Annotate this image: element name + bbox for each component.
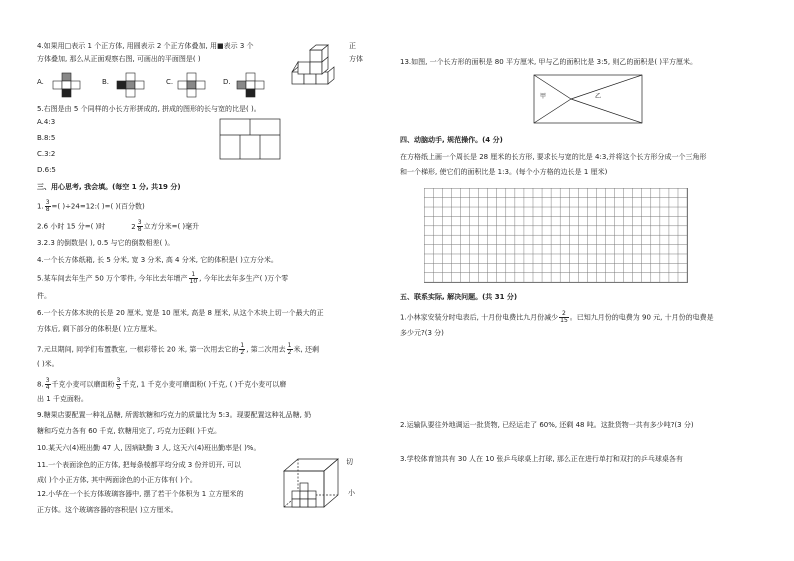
fill-2-whole: 2 (131, 222, 136, 231)
denominator: 15 (560, 317, 568, 324)
q5-option-d[interactable]: D.6:5 (37, 166, 56, 174)
q4-option-d[interactable]: D. (223, 78, 231, 86)
section-4-heading: 四、动脑动手, 规范操作。(4 分) (400, 136, 503, 144)
fill-9: 9.糖果店要配置一种礼品糖, 所需软糖和巧克力的质量比为 5:3。现要配置这种礼品糖, 奶 (37, 411, 312, 419)
denominator: 4 (45, 384, 50, 391)
fill-3: 3.2.3 的倒数是( ), 0.5 与它的倒数相差( )。 (37, 239, 175, 247)
fill-8-prefix: 8. (37, 380, 44, 389)
fill-6-cont: 方体后, 剩下部分的体积是( )立方厘米。 (37, 325, 162, 333)
fill-7-text-b: , 第二次用去 (246, 345, 286, 354)
q13-text: 13.如图, 一个长方形的面积是 80 平方厘米, 甲与乙的面积比是 3:5, 则乙的面积是( )平方厘米。 (400, 58, 698, 66)
q4-right-text: 正 (349, 42, 356, 50)
numerator: 3 (137, 219, 142, 226)
fill-10: 10.某天六(4)班出勤 47 人, 因病缺勤 3 人, 这天六(4)班出勤率是( )%。 (37, 444, 261, 452)
section-3-heading: 三、用心思考, 我会填。(每空 1 分, 共19 分) (37, 183, 181, 191)
fill-12-right: 小 (348, 489, 355, 497)
problem-1-text: 1.小林家安装分时电表后, 十月份电费比九月份减少 (400, 313, 559, 322)
option-d-figure (236, 72, 266, 100)
section-4-text: 在方格纸上画一个周长是 28 厘米的长方形, 要求长与宽的比是 4:3,并将这个长方形分成一个三角形 (400, 153, 707, 161)
q5-option-a[interactable]: A.4:3 (37, 118, 56, 126)
fill-5 (37, 272, 288, 285)
q5-option-c[interactable]: C.3:2 (37, 150, 56, 158)
fraction (239, 343, 245, 356)
rectangles-figure (219, 118, 281, 160)
q4-option-a[interactable]: A. (37, 78, 44, 86)
numerator: 3 (45, 199, 50, 206)
fraction (137, 220, 143, 233)
fill-7-text-c: 米, 还剩 (293, 345, 319, 354)
fraction (45, 378, 51, 391)
q4-text: 4.如果用□表示 1 个正方体, 用圆表示 2 个正方体叠加, 用■表示 3 个 (37, 42, 254, 50)
q4-option-c[interactable]: C. (166, 78, 174, 86)
fill-8-text-b: 千克, 1 千克小麦可磨面粉( )千克, ( )千克小麦可以磨 (122, 380, 287, 389)
fill-9-cont: 糖和巧克力各有 60 千克, 软糖用完了, 巧克力还剩( )千克。 (37, 427, 221, 435)
fill-8 (37, 378, 286, 391)
fill-5-text: 5.某车间去年生产 50 万个零件, 今年比去年增产 (37, 274, 188, 283)
fill-8-cont: 出 1 千克面粉。 (37, 395, 88, 403)
label-yi: 乙 (595, 93, 602, 100)
label-jia: 甲 (540, 93, 547, 100)
fill-12: 12.小华在一个长方体玻璃容器中, 摆了若干个体积为 1 立方厘米的 (37, 490, 244, 498)
fill-6: 6.一个长方体木块的长是 20 厘米, 宽是 10 厘米, 高是 8 厘米, 从这个木块上切一个最大的正 (37, 309, 324, 317)
numerator: 1 (240, 342, 245, 349)
fill-11-right: 切 (346, 458, 353, 466)
q4-right-text-b: 方体 (349, 55, 363, 63)
problem-1-text-b: 。已知九月份的电费为 90 元, 十月份的电费是 (569, 313, 714, 322)
numerator: 3 (116, 377, 121, 384)
fill-11: 11.一个表面涂色的正方体, 把每条棱都平均分成 3 份并切开, 可以 (37, 461, 241, 469)
fill-7-text: 7.元旦期间, 同学们布置教室, 一根彩带长 20 米, 第一次用去它的 (37, 345, 239, 354)
glass-container-figure (282, 457, 342, 511)
option-c-figure (177, 72, 207, 100)
denominator: 8 (137, 226, 142, 233)
numerator: 2 (559, 311, 569, 318)
problem-2: 2.运输队要往外地调运一批货物, 已经运走了 60%, 还剩 48 吨。这批货物一共有多少吨?(3 分) (400, 421, 694, 429)
fraction (559, 311, 569, 324)
option-b-figure (116, 72, 146, 100)
numerator: 1 (189, 272, 199, 279)
denominator: 10 (189, 278, 198, 285)
denominator: 2 (287, 349, 292, 356)
fill-11-cont: 成( )个小正方体, 其中两面涂色的小正方体有( )个。 (37, 476, 197, 484)
fraction (45, 200, 51, 213)
fill-1 (37, 200, 145, 213)
fill-2-text: 2.6 小时 15 分=( )时 (37, 222, 106, 231)
q5-text: 5.右图是由 5 个同样的小长方形拼成的, 拼成的图形的长与宽的比是( )。 (37, 105, 261, 113)
rectangle-jia-yi-figure (533, 74, 643, 124)
q4-text-b: 方体叠加, 那么从正面观察右图, 可画出的平面图是( ) (37, 55, 201, 63)
section-4-text-b: 和一个梯形, 使它们的面积比是 1:3。(每个小方格的边长是 1 厘米) (400, 168, 608, 176)
denominator: 2 (240, 349, 245, 356)
denominator: 8 (45, 206, 50, 213)
fill-1-prefix: 1. (37, 202, 44, 211)
fill-1-text: =( )÷24=12:( )=( )(百分数) (51, 202, 145, 211)
fill-2-text-b: 立方分米=( )毫升 (143, 222, 200, 231)
denominator: 5 (116, 384, 121, 391)
numerator: 1 (287, 342, 292, 349)
option-a-figure (52, 72, 82, 100)
fill-7 (37, 343, 319, 356)
fill-5-cont: 件。 (37, 292, 51, 300)
problem-1 (400, 311, 714, 324)
q4-option-b[interactable]: B. (102, 78, 110, 86)
q5-option-b[interactable]: B.8:5 (37, 134, 56, 142)
fill-12-cont: 正方体。这个玻璃容器的容积是( )立方厘米。 (37, 506, 178, 514)
numerator: 3 (45, 377, 50, 384)
problem-3: 3.学校体育馆共有 30 人在 10 张乒乓球桌上打球, 那么正在进行单打和双打的乒乓球桌各有 (400, 455, 683, 463)
fill-4: 4.一个长方体纸箱, 长 5 分米, 宽 3 分米, 高 4 分米, 它的体积是( )立方分米。 (37, 256, 278, 264)
fraction (189, 272, 199, 285)
problem-1-cont: 多少元?(3 分) (400, 329, 444, 337)
section-5-heading: 五、联系实际, 解决问题。(共 31 分) (400, 293, 518, 301)
fill-2 (37, 220, 199, 233)
cube-stack-figure (290, 42, 342, 87)
grid-paper[interactable] (424, 188, 688, 283)
fraction (116, 378, 122, 391)
fill-7-cont: ( )米。 (37, 360, 59, 368)
fraction (287, 343, 293, 356)
fill-5-text-b: , 今年比去年多生产( )万个零 (199, 274, 289, 283)
fill-8-text: 千克小麦可以磨面粉 (51, 380, 115, 389)
